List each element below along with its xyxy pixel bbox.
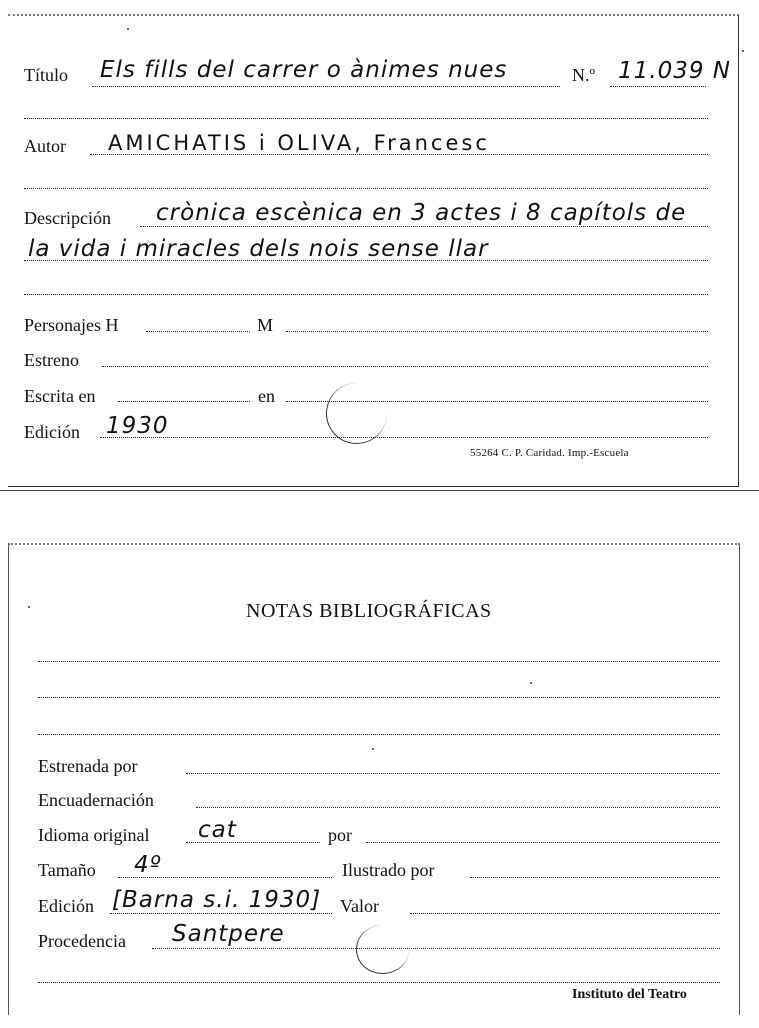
scan-speck [28,606,30,608]
card-divider [0,490,759,491]
titulo-label: Título [24,65,68,85]
encuadernacion-label: Encuadernación [38,790,154,810]
titulo-value: Els fills del carrer o ànimes nues [100,57,508,83]
estreno-line [102,366,708,367]
printer-imprint: 55264 C. P. Caridad. Imp.-Escuela [470,447,629,459]
edicion-line [100,437,708,438]
blank-line [24,188,708,189]
notas-heading: NOTAS BIBLIOGRÁFICAS [246,600,492,622]
edicion-back-line [110,913,332,914]
valor-label: Valor [340,896,379,916]
blank-line [38,982,720,983]
idioma-label: Idioma original [38,825,150,845]
autor-label: Autor [24,136,66,156]
procedencia-value: Santpere [172,921,285,947]
scan-speck [372,748,374,750]
scan-speck [127,28,129,30]
escrita-line [118,401,250,402]
idioma-por-label: por [328,825,352,845]
tamano-value: 4º [134,852,162,878]
idioma-por-line [366,842,720,843]
titulo-line [92,86,560,87]
descripcion-line [140,226,708,227]
estreno-label: Estreno [24,350,79,370]
descripcion-label: Descripción [24,208,111,228]
procedencia-line [152,948,720,949]
ilustrado-label: Ilustrado por [342,860,435,880]
edicion-back-value: [Barna s.i. 1930] [112,887,322,913]
personajes-m-label: M [257,315,274,335]
procedencia-label: Procedencia [38,931,126,951]
numero-value: 11.039 N [618,58,731,84]
escrita-en-label: en [258,386,275,406]
descripcion-value-line1: crònica escènica en 3 actes i 8 capítols de [156,200,687,226]
notes-line [38,697,720,698]
edicion-value: 1930 [106,413,169,439]
tamano-label: Tamaño [38,860,96,880]
notes-line [38,734,720,735]
scan-speck [742,50,744,52]
punch-hole-mark [356,925,409,974]
numero-line [610,86,706,87]
personajes-m-line [286,331,708,332]
blank-line [24,118,708,119]
autor-value: AMICHATIS i OLIVA, Francesc [108,131,490,155]
estrenada-label: Estrenada por [38,756,138,776]
edicion-label: Edición [24,422,80,442]
estrenada-line [186,773,720,774]
edicion-back-label: Edición [38,896,94,916]
encuadernacion-line [196,807,720,808]
ilustrado-line [470,877,720,878]
punch-hole-mark [326,383,387,444]
scan-speck [530,682,532,684]
blank-line [24,294,708,295]
descripcion-value-line2: la vida i miracles dels nois sense llar [28,236,489,262]
institution-name: Instituto del Teatro [572,987,687,1002]
idioma-value: cat [198,817,237,843]
valor-line [410,913,720,914]
personajes-h-line [146,331,250,332]
notes-line [38,661,720,662]
escrita-label: Escrita en [24,386,96,406]
personajes-label: Personajes H [24,315,119,335]
numero-label: N.º [572,65,596,85]
